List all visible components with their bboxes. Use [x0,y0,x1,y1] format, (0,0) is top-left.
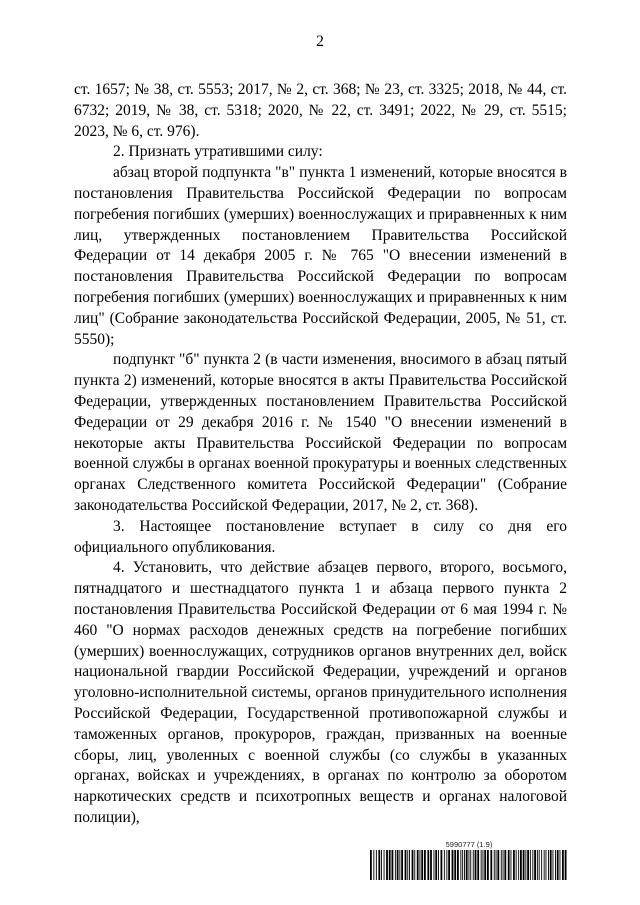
barcode-bar [462,850,463,880]
paragraph-item-4: 4. Установить, что действие абзацев первого, второго, восьмого, пятнадцатого и шестнадцатого пункта 1 и абзаца первого пункта 2 постановления Правительства Российской Федерации от 6 мая 1994 г. № 460 "О нормах расходов денежных средств на погребение погибших (умерших) военнослужащих, сотрудников органов внутренних дел, войск национальной гвардии Российской Федерации, учреждений и органов уголовно-исполнительной системы, органов принудительного исполнения Российской Федерации, Государственной противопожарной службы и таможенных органов, прокуроров, граждан, призванных на военные сборы, лиц, уволенных с военной службы (со службы в указанных органах, войсках и учреждениях, в органах по контролю за оборотом наркотических средств и психотропных веществ и органах налоговой полиции), [74,559,567,826]
barcode-bar [376,850,377,880]
barcode-bar [370,850,372,880]
barcode-bar [397,850,399,880]
barcode-bar [405,850,407,880]
paragraph-item-3: 3. Настоящее постановление вступает в силу со дня его официального опубликования. [74,517,567,556]
barcode-bar [430,850,432,880]
barcode-bar [537,850,538,880]
document-barcode-block [369,840,569,882]
barcode-bar [503,850,504,880]
barcode-bar [560,850,561,880]
barcode-bar [475,850,477,880]
barcode-bar [497,850,499,880]
document-body [74,80,567,829]
barcode-bar [389,850,391,880]
paragraph-item-2-second-act: подпункт "б" пункта 2 (в части изменения, вносимого в абзац пятый пункта 2) изменений, которые вносятся в акты Правительства Российской Федерации, утвержденных постановлением Правительства Российской Федерации от 29 декабря 2016 г. № 1540 "О внесении изменений в некоторые акты Правительства Российской Федерации по вопросам военной службы в органах военной прокуратуры и военных следственных органах Следственного комитета Российской Федерации" (Собрание законодательства Российской Федерации, 2017, № 2, ст. 368). [74,351,567,514]
barcode-bar [412,850,414,880]
barcode-bar [399,850,400,880]
paragraph-item-2-heading: 2. Признать утратившими силу: [113,143,323,161]
barcode-bar [427,850,429,880]
barcode-bar [417,850,419,880]
barcode-bar [550,850,552,880]
barcode-bar [553,850,554,880]
barcode-bar [448,850,450,880]
barcode-bar [466,850,468,880]
paragraph-item-2-first-act: абзац второй подпункта "в" пункта 1 изменений, которые вносятся в постановления Правительства Российской Федерации по вопросам погребения погибших (умерших) военнослужащих и приравненных к ним лиц, утвержденных постановлением Правительства Российской Федерации от 14 декабря 2005 г. № 765 "О внесении изменений в постановления Правительства Российской Федерации по вопросам погребения погибших (умерших) военнослужащих и приравненных к ним лиц" (Собрание законодательства Российской Федерации, 2005, № 51, ст. 5550); [74,164,567,348]
barcode-bar [532,850,533,880]
barcode-bar [454,850,456,880]
barcode-bar [530,850,531,880]
barcode-bar [395,850,396,880]
paragraph-citation-continuation: ст. 1657; № 38, ст. 5553; 2017, № 2, ст. 368; № 23, ст. 3325; 2018, № 44, ст. 6732; 2019, № 38, ст. 5318; 2020, № 22, ст. 3491; 2022, № 29, ст. 5515; 2023, № 6, ст. 976). [74,81,567,140]
barcode-image [369,850,569,880]
barcode-bar [513,850,515,880]
barcode-bar [438,850,439,880]
barcode-bar [373,850,374,880]
barcode-bar [541,850,542,880]
barcode-bar [501,850,502,880]
barcode-bar [490,850,492,880]
barcode-bar [421,850,423,880]
barcode-bar [435,850,437,880]
barcode-bar [384,850,385,880]
barcode-bar [386,850,388,880]
barcode-bar [477,850,479,880]
barcode-bar [470,850,471,880]
barcode-bar [457,850,459,880]
barcode-bar [548,850,549,880]
barcode-bar [469,850,470,880]
barcode-bar [525,850,526,880]
barcode-bar [511,850,512,880]
barcode-bar [407,850,408,880]
barcode-bar [464,850,465,880]
barcode-bar [483,850,484,880]
barcode-bar [424,850,426,880]
barcode-bar [434,850,435,880]
barcode-bar [381,850,382,880]
barcode-bar [420,850,421,880]
barcode-bar [487,850,489,880]
barcode-caption: 5990777 (1.9) [445,840,493,849]
barcode-bar [473,850,474,880]
barcode-bar [555,850,556,880]
barcode-bar [562,850,564,880]
barcode-bar [481,850,482,880]
barcode-bar [565,850,567,880]
barcode-bar [446,850,447,880]
barcode-bar [378,850,380,880]
barcode-bar [508,850,510,880]
barcode-bar [494,850,495,880]
barcode-bar [444,850,445,880]
barcode-bar [527,850,529,880]
barcode-bar [534,850,536,880]
barcode-bar [460,850,461,880]
barcode-bar [539,850,540,880]
barcode-bar [401,850,403,880]
barcode-bar [544,850,545,880]
barcode-bar [504,850,506,880]
barcode-bar [409,850,410,880]
barcode-bar [441,850,443,880]
barcode-bar [484,850,486,880]
barcode-bar [546,850,547,880]
barcode-bar [557,850,559,880]
barcode-bar [496,850,497,880]
barcode-bar [518,850,519,880]
barcode-bar [523,850,525,880]
barcode-bar [520,850,522,880]
barcode-bar [452,850,454,880]
barcode-bar [516,850,517,880]
page-number: 2 [316,33,324,50]
barcode-bar [414,850,415,880]
barcode-bar [392,850,394,880]
